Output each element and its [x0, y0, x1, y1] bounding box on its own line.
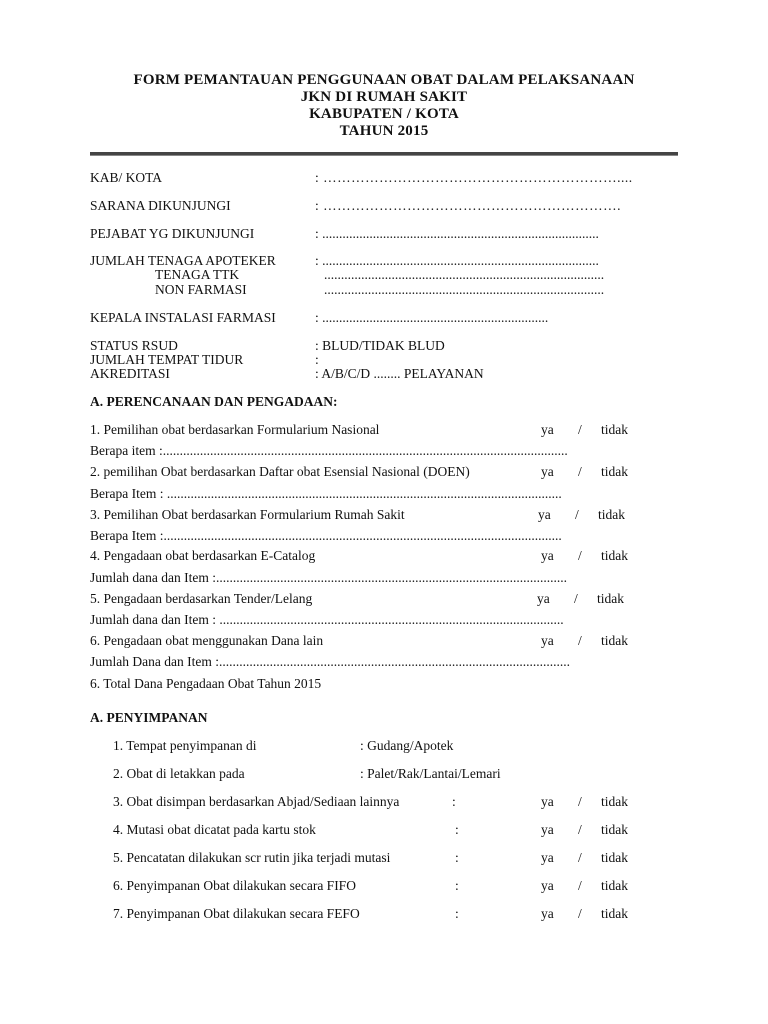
storage-answer-1[interactable]: : Gudang/Apotek: [360, 738, 454, 753]
tempat-tidur-label: JUMLAH TEMPAT TIDUR: [90, 352, 244, 367]
storage-answer-2[interactable]: : Palet/Rak/Lantai/Lemari: [360, 766, 501, 781]
section-perencanaan-heading: A. PERENCANAAN DAN PENGADAAN:: [90, 394, 338, 409]
option-slash: /: [578, 906, 582, 921]
storage-question-2: 2. Obat di letakkan pada: [113, 766, 245, 781]
option-slash: /: [578, 822, 582, 837]
option-tidak[interactable]: tidak: [601, 822, 628, 837]
pejabat-label: PEJABAT YG DIKUNJUNGI: [90, 226, 255, 241]
option-ya[interactable]: ya: [541, 633, 554, 648]
option-tidak[interactable]: tidak: [601, 850, 628, 865]
option-tidak[interactable]: tidak: [601, 464, 628, 479]
option-tidak[interactable]: tidak: [601, 633, 628, 648]
section-penyimpanan-heading: A. PENYIMPANAN: [90, 710, 208, 725]
status-rsud-value[interactable]: : BLUD/TIDAK BLUD: [315, 338, 445, 353]
option-ya[interactable]: ya: [541, 464, 554, 479]
option-slash: /: [578, 633, 582, 648]
sarana-field[interactable]: : ……………………………………………………….: [315, 198, 622, 213]
form-title-line2: JKN DI RUMAH SAKIT: [300, 89, 468, 105]
option-tidak[interactable]: tidak: [601, 548, 628, 563]
option-ya[interactable]: ya: [537, 591, 550, 606]
option-tidak[interactable]: tidak: [601, 878, 628, 893]
storage-colon-6: :: [455, 878, 459, 893]
option-tidak[interactable]: tidak: [597, 591, 624, 606]
answer-line-4[interactable]: Jumlah dana dan Item :........................................................................................................: [90, 570, 567, 585]
total-dana-label: 6. Total Dana Pengadaan Obat Tahun 2015: [90, 676, 322, 691]
question-5: 5. Pengadaan berdasarkan Tender/Lelang: [90, 591, 313, 606]
option-ya[interactable]: ya: [541, 548, 554, 563]
non-farmasi-field[interactable]: ...................................................................................: [324, 282, 605, 297]
storage-colon-3: :: [452, 794, 456, 809]
question-1: 1. Pemilihan obat berdasarkan Formularium Nasional: [90, 422, 380, 437]
storage-colon-5: :: [455, 850, 459, 865]
answer-line-6[interactable]: Jumlah Dana dan Item :........................................................................................................: [90, 654, 570, 669]
option-tidak[interactable]: tidak: [601, 794, 628, 809]
option-slash: /: [578, 794, 582, 809]
tenaga-ttk-label: TENAGA TTK: [155, 267, 240, 282]
pejabat-field[interactable]: : ..................................................................................: [315, 226, 599, 241]
answer-line-1[interactable]: Berapa item :........................................................................................................................: [90, 443, 568, 458]
option-ya[interactable]: ya: [541, 422, 554, 437]
storage-question-1: 1. Tempat penyimpanan di: [113, 738, 257, 753]
option-ya[interactable]: ya: [541, 822, 554, 837]
option-ya[interactable]: ya: [541, 794, 554, 809]
storage-question-4: 4. Mutasi obat dicatat pada kartu stok: [113, 822, 316, 837]
option-tidak[interactable]: tidak: [601, 906, 628, 921]
question-3: 3. Pemilihan Obat berdasarkan Formularium Rumah Sakit: [90, 507, 405, 522]
option-ya[interactable]: ya: [541, 878, 554, 893]
status-rsud-label: STATUS RSUD: [90, 338, 178, 353]
form-title-line1: FORM PEMANTAUAN PENGGUNAAN OBAT DALAM PELAKSANAAN: [133, 72, 635, 88]
header-divider: [90, 152, 678, 156]
option-tidak[interactable]: tidak: [598, 507, 625, 522]
non-farmasi-label: NON FARMASI: [155, 282, 247, 297]
option-slash: /: [578, 548, 582, 563]
form-title-line4: TAHUN 2015: [339, 123, 429, 139]
kab-kota-field[interactable]: : ………………………………………………………....: [315, 170, 633, 185]
kab-kota-label: KAB/ KOTA: [90, 170, 163, 185]
option-slash: /: [578, 422, 582, 437]
option-slash: /: [578, 464, 582, 479]
jumlah-tenaga-label: JUMLAH TENAGA APOTEKER: [90, 253, 276, 268]
option-slash: /: [578, 878, 582, 893]
answer-line-2[interactable]: Berapa Item : .....................................................................................................................: [90, 486, 562, 501]
apoteker-field[interactable]: : ..................................................................................: [315, 253, 599, 268]
storage-question-6: 6. Penyimpanan Obat dilakukan secara FIFO: [113, 878, 356, 893]
answer-line-5[interactable]: Jumlah dana dan Item : ......................................................................................................: [90, 612, 564, 627]
storage-question-5: 5. Pencatatan dilakukan scr rutin jika terjadi mutasi: [113, 850, 391, 865]
question-4: 4. Pengadaan obat berdasarkan E-Catalog: [90, 548, 316, 563]
tenaga-ttk-field[interactable]: ...................................................................................: [324, 267, 605, 282]
storage-question-7: 7. Penyimpanan Obat dilakukan secara FEFO: [113, 906, 360, 921]
option-ya[interactable]: ya: [541, 850, 554, 865]
storage-colon-7: :: [455, 906, 459, 921]
question-6: 6. Pengadaan obat menggunakan Dana lain: [90, 633, 324, 648]
option-ya[interactable]: ya: [538, 507, 551, 522]
form-title-line3: KABUPATEN / KOTA: [309, 106, 459, 122]
tempat-tidur-field[interactable]: :: [315, 352, 319, 367]
option-slash: /: [574, 591, 578, 606]
akreditasi-label: AKREDITASI: [90, 366, 170, 381]
kepala-instalasi-label: KEPALA INSTALASI FARMASI: [90, 310, 276, 325]
akreditasi-value[interactable]: : A/B/C/D ........ PELAYANAN: [315, 366, 484, 381]
option-slash: /: [578, 850, 582, 865]
storage-question-3: 3. Obat disimpan berdasarkan Abjad/Sediaan lainnya: [113, 794, 400, 809]
sarana-label: SARANA DIKUNJUNGI: [90, 198, 231, 213]
option-tidak[interactable]: tidak: [601, 422, 628, 437]
kepala-instalasi-field[interactable]: : ...................................................................: [315, 310, 549, 325]
question-2: 2. pemilihan Obat berdasarkan Daftar obat Esensial Nasional (DOEN): [90, 464, 470, 479]
option-slash: /: [575, 507, 579, 522]
answer-line-3[interactable]: Berapa Item :......................................................................................................................: [90, 528, 562, 543]
option-ya[interactable]: ya: [541, 906, 554, 921]
storage-colon-4: :: [455, 822, 459, 837]
